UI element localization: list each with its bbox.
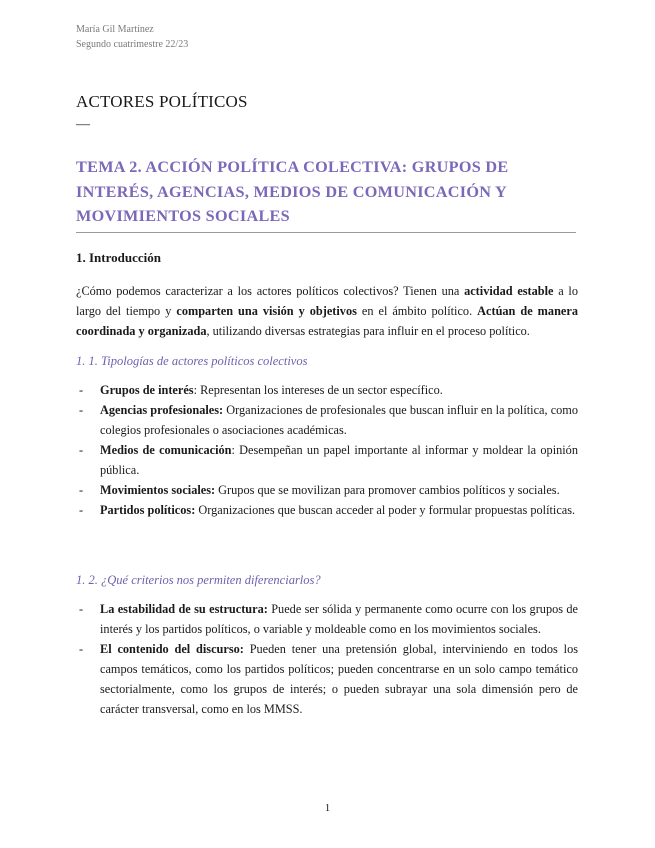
- list-item-term: Partidos políticos:: [100, 503, 196, 517]
- list-item: [76, 500, 578, 520]
- intro-bold-3: Actúan de manera coordinada y organizada: [76, 304, 578, 338]
- list-item-text: Puede ser sólida y permanente como ocurre con los grupos de interés y los partidos políticos, o variable y moldeable como en los movimientos sociales.: [100, 602, 579, 636]
- intro-text-2: a lo largo del tiempo y: [76, 284, 578, 318]
- horizontal-rule: [76, 232, 576, 233]
- title-dash: —: [76, 117, 90, 132]
- theme-title: TEMA 2. ACCIÓN POLÍTICA COLECTIVA: GRUPOS DE INTERÉS, AGENCIAS, MEDIOS DE COMUNICACIÓN Y MOVIMIENTOS SOCIALES: [76, 158, 509, 225]
- list-item-text: : Representan los intereses de un sector específico.: [193, 383, 443, 397]
- page-number: 1: [324, 802, 331, 814]
- list-item: [76, 639, 578, 719]
- list-item-term: Medios de comunicación: [100, 443, 232, 457]
- list-item-text: Organizaciones de profesionales que buscan influir en la política, como colegios profesionales o asociaciones académicas.: [100, 403, 579, 437]
- list-item: [76, 599, 578, 639]
- list-item: [76, 440, 578, 480]
- list-bullet: -: [79, 602, 84, 616]
- intro-text-1: ¿Cómo podemos caracterizar a los actores políticos colectivos? Tienen una: [76, 284, 465, 298]
- list-bullet: -: [79, 642, 84, 656]
- list-item-term: Agencias profesionales:: [100, 403, 224, 417]
- intro-bold-1: actividad estable: [464, 284, 554, 298]
- criterios-list: [76, 599, 578, 719]
- list-item-text: Pueden tener una pretensión global, interviniendo en todos los campos temáticos, como los partidos políticos; pueden concentrarse en un solo campo temático sectorialmente, como los grupos de interés; o pueden subrayar una sola dimensión pero de carácter transversal, como en los MMSS.: [100, 642, 579, 716]
- list-bullet: -: [79, 483, 84, 497]
- list-bullet: -: [79, 403, 84, 417]
- list-item-text: Grupos que se movilizan para promover cambios políticos y sociales.: [215, 483, 560, 497]
- list-item-term: Grupos de interés: [100, 383, 194, 397]
- list-item-term: Movimientos sociales:: [100, 483, 216, 497]
- list-item-text: Organizaciones que buscan acceder al poder y formular propuestas políticas.: [195, 503, 576, 517]
- header-author: María Gil Martínez: [76, 24, 154, 35]
- list-item-text: : Desempeñan un papel importante al informar y moldear la opinión pública.: [100, 443, 578, 477]
- subsection-heading-criterios: 1. 2. ¿Qué criterios nos permiten diferenciarlos?: [76, 573, 321, 587]
- tipologias-list: [76, 380, 578, 520]
- list-item: [76, 380, 578, 400]
- list-item: [76, 480, 578, 500]
- intro-text-3: en el ámbito político.: [356, 304, 478, 318]
- header-term: Segundo cuatrimestre 22/23: [76, 39, 189, 50]
- list-bullet: -: [79, 383, 84, 397]
- subsection-heading-tipologias: 1. 1. Tipologías de actores políticos colectivos: [76, 354, 308, 368]
- list-item: [76, 400, 578, 440]
- document-title: ACTORES POLÍTICOS: [76, 92, 248, 111]
- list-item-term: El contenido del discurso:: [100, 642, 244, 656]
- list-bullet: -: [79, 443, 84, 457]
- intro-bold-2: comparten una visión y objetivos: [176, 304, 357, 318]
- section-heading-introduccion: 1. Introducción: [76, 250, 161, 265]
- intro-text-4: , utilizando diversas estrategias para influir en el proceso político.: [206, 324, 530, 338]
- list-item-term: La estabilidad de su estructura:: [100, 602, 268, 616]
- list-bullet: -: [79, 503, 84, 517]
- intro-paragraph: [76, 281, 578, 341]
